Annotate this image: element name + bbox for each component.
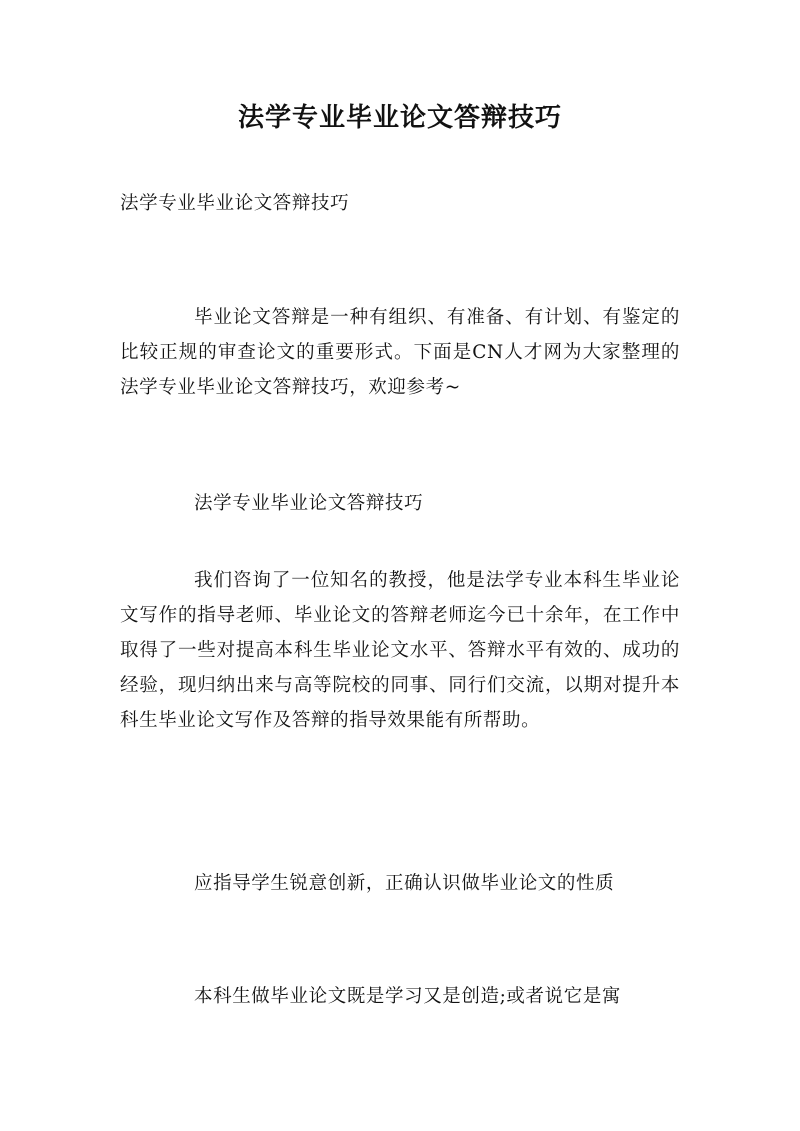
body-paragraph-1: 我们咨询了一位知名的教授，他是法学专业本科生毕业论文写作的指导老师、毕业论文的答辩老师迄今已十余年，在工作中取得了一些对提高本科生毕业论文水平、答辩水平有效的、成功的经验，现归纳出来与高等院校的同事、同行们交流，以期对提升本科生毕业论文写作及答辩的指导效果能有所帮助。 <box>120 570 680 731</box>
document-title: 法学专业毕业论文答辩技巧 <box>237 103 562 133</box>
point-heading: 应指导学生锐意创新，正确认识做毕业论文的性质 <box>194 873 615 894</box>
intro-paragraph: 毕业论文答辩是一种有组织、有准备、有计划、有鉴定的比较正规的审查论文的重要形式。下面是CN人才网为大家整理的法学专业毕业论文答辩技巧，欢迎参考~ <box>120 307 680 398</box>
body-paragraph-2: 本科生做毕业论文既是学习又是创造;或者说它是寓 <box>194 986 622 1007</box>
document-subtitle: 法学专业毕业论文答辩技巧 <box>120 193 350 214</box>
section-heading: 法学专业毕业论文答辩技巧 <box>194 493 424 514</box>
